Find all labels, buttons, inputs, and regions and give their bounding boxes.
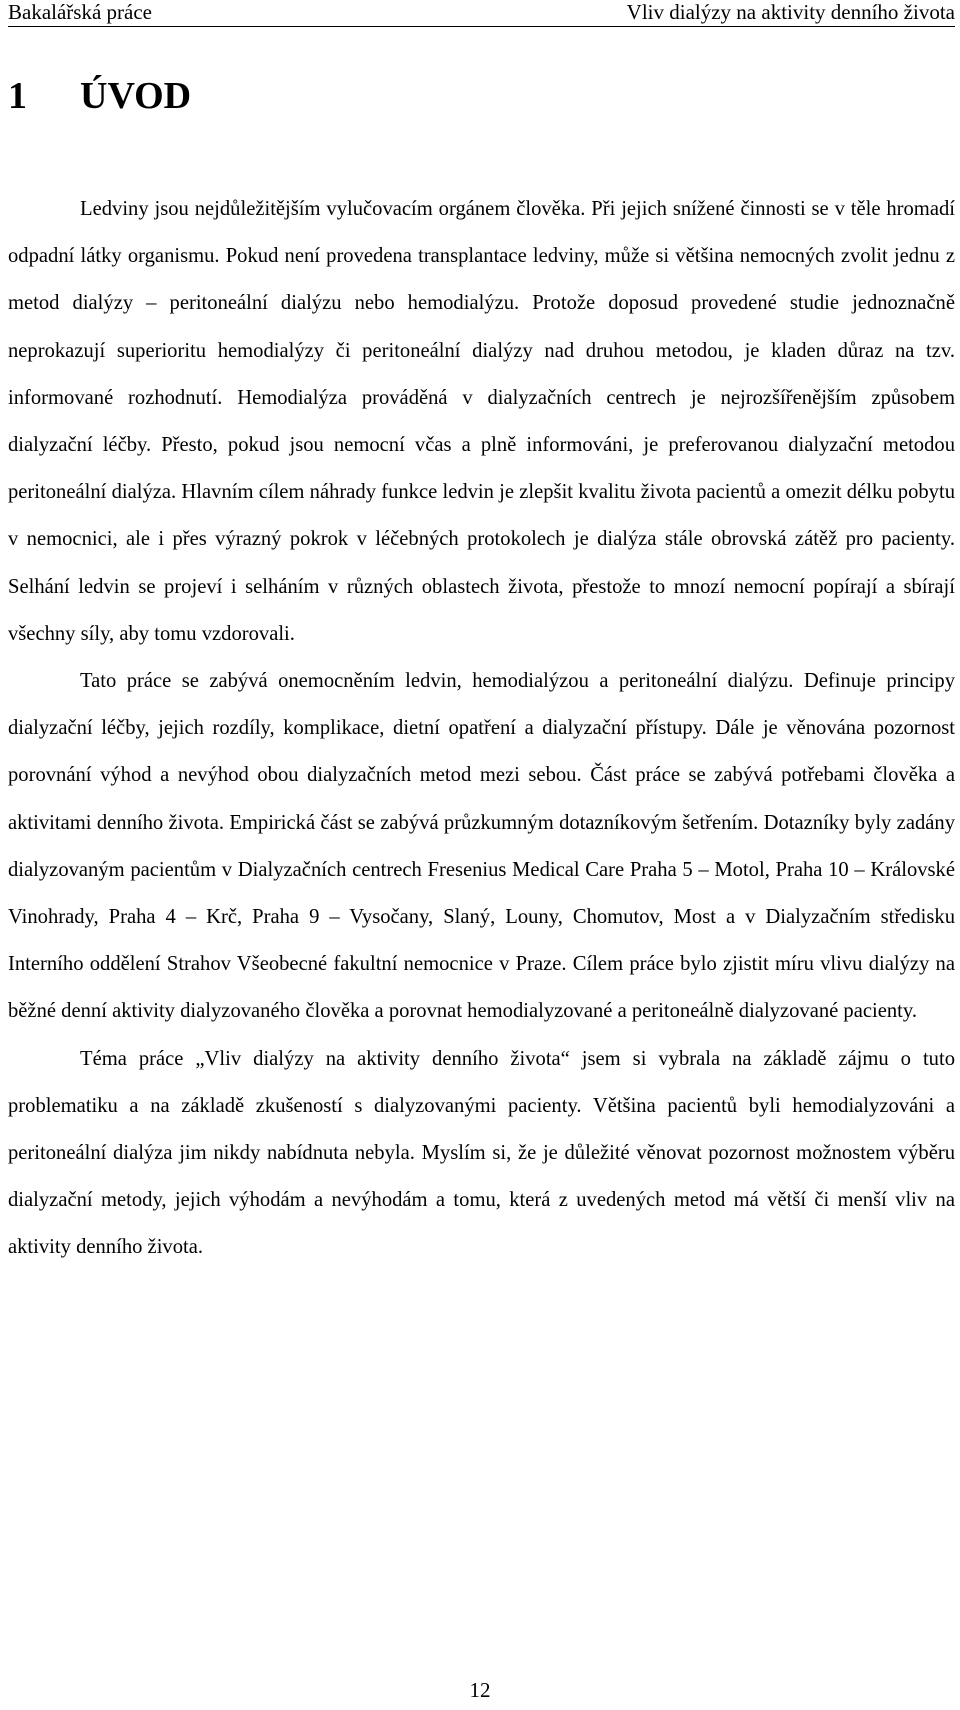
paragraph-2: Tato práce se zabývá onemocněním ledvin, hemodialýzou a peritoneální dialýzu. Definuje principy dialyzační léčby, jejich rozdíly, komplikace, dietní opatření a dialyzační přístupy. Dále je věnována pozornost porovnání výhod a nevýhod obou dialyzačních metod mezi sebou. Část práce se zabývá potřebami člověka a aktivitami denního života. Empirická část se zabývá průzkumným dotazníkovým šetřením. Dotazníky byly zadány dialyzovaným pacientům v Dialyzačních centrech Fresenius Medical Care Praha 5 – Motol, Praha 10 – Královské Vinohrady, Praha 4 – Krč, Praha 9 – Vysočany, Slaný, Louny, Chomutov, Most a v Dialyzačním středisku Interního oddělení Strahov Všeobecné fakultní nemocnice v Praze. Cílem práce bylo zjistit míru vlivu dialýzy na běžné denní aktivity dialyzovaného člověka a porovnat hemodialyzované a peritoneálně dialyzované pacienty. [8,670,955,1023]
chapter-number: 1 [8,75,27,117]
running-header [8,0,955,27]
paragraph-1: Ledviny jsou nejdůležitějším vylučovacím orgánem člověka. Při jejich snížené činnosti se v těle hromadí odpadní látky organismu. Pokud není provedena transplantace ledviny, může si většina nemocných zvolit jednu z metod dialýzy – peritoneální dialýzu nebo hemodialýzu. Protože doposud provedené studie jednoznačně neprokazují superioritu hemodialýzy či peritoneální dialýzy nad druhou metodou, je kladen důraz na tzv. informované rozhodnutí. Hemodialýza prováděná v dialyzačních centrech je nejrozšířenějším způsobem dialyzační léčby. Přesto, pokud jsou nemocní včas a plně informováni, je preferovanou dialyzační metodou peritoneální dialýza. Hlavním cílem náhrady funkce ledvin je zlepšit kvalitu života pacientů a omezit délku pobytu v nemocnici, ale i přes výrazný pokrok v léčebných protokolech je dialýza stále obrovská zátěž pro pacienty. Selhání ledvin se projeví i selháním v různých oblastech života, přestože to mnozí nemocní popírají a sbírají všechny síly, aby tomu vzdorovali. [8,198,955,645]
header-thesis-type: Bakalářská práce [8,0,152,24]
chapter-title: ÚVOD [80,75,192,117]
paragraph-3: Téma práce „Vliv dialýzy na aktivity denního života“ jsem si vybrala na základě zájmu o tuto problematiku a na základě zkušeností s dialyzovanými pacienty. Většina pacientů byli hemodialyzováni a peritoneální dialýza jim nikdy nabídnuta nebyla. Myslím si, že je důležité věnovat pozornost možnostem výběru dialyzační metody, jejich výhodám a nevýhodám a tomu, která z uvedených metod má větší či menší vliv na aktivity denního života. [8,1047,955,1259]
body-text [8,186,955,1272]
chapter-heading [8,74,191,118]
header-thesis-title: Vliv dialýzy na aktivity denního života [626,0,955,24]
page-number: 12 [469,1678,491,1702]
